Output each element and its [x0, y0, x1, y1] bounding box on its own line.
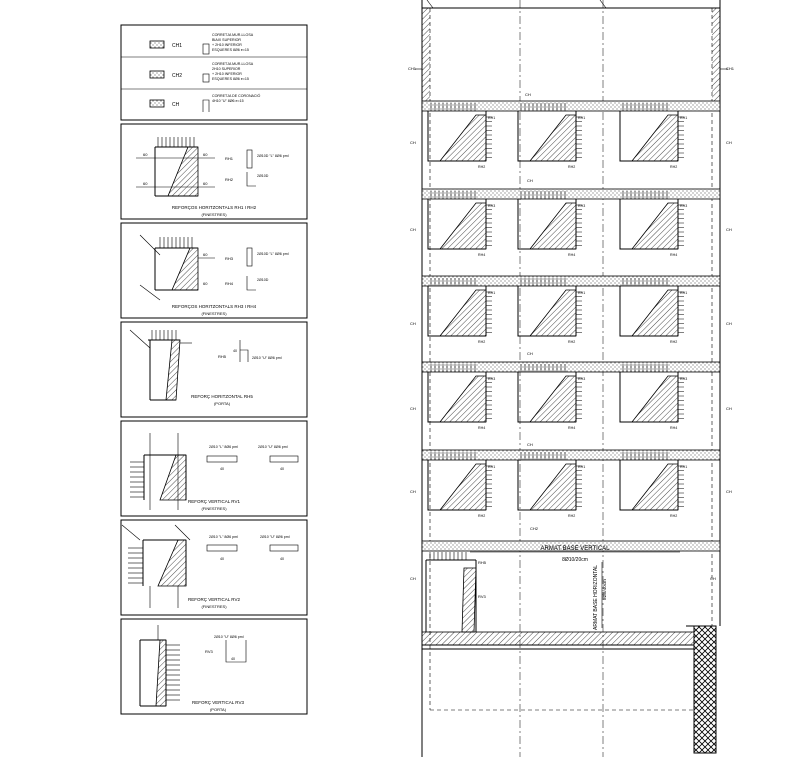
tag-ch1-left: CH1 [408, 66, 417, 71]
bar-rv1-b: 2Ø10 "U" 8Ø6 pml [258, 445, 288, 449]
subtitle-rv2: (FINESTRES) [201, 604, 227, 609]
tag-r4c1-rh-top: RH1 [578, 465, 586, 469]
dim-rh34-a: 60 [203, 252, 208, 257]
tag-ch-mid3: CH [527, 351, 533, 356]
tag-ch-l1: CH [410, 140, 416, 145]
legend-ch-line2: 4H10 "U" 8Ø6 e=15 [212, 99, 244, 103]
bar-rh4: 2Ø10D [257, 278, 269, 282]
wall-elevation [408, 0, 735, 757]
bar-rv3: 2Ø10 "U" 8Ø6 pml [214, 635, 244, 639]
subtitle-rh34: (FINESTRES) [201, 311, 227, 316]
title-rv3: REFORÇ VERTICAL RV3 [192, 700, 244, 705]
tag-r0c2-rh-bottom: RH2 [670, 165, 678, 169]
title-rv2: REFORÇ VERTICAL RV2 [188, 597, 240, 602]
dim-rh12-a: 60 [143, 152, 148, 157]
window-r2c1-reinforcement [530, 290, 576, 336]
detail-rh3-rh4 [121, 223, 307, 318]
dim-rv1-a: 40 [220, 467, 224, 471]
window-r0c2-reinforcement [632, 115, 678, 161]
label-rh2: RH2 [225, 177, 234, 182]
label-rh4: RH4 [225, 281, 234, 286]
legend-ch1-line2: BIAIX SUPERIOR [212, 38, 241, 42]
title-rv1: REFORÇ VERTICAL RV1 [188, 499, 240, 504]
tag-r4c0-rh-bottom: RH2 [478, 514, 486, 518]
subtitle-rv1: (FINESTRES) [201, 506, 227, 511]
bar-rh1: 2Ø10D "L" 8Ø6 pml [257, 154, 289, 158]
dim-rh12-d: 60 [203, 181, 208, 186]
base-horizontal-spec: 8Ø8/40cm [602, 579, 607, 600]
bar-rv2-a: 2Ø10 "L" 8Ø6 pml [209, 535, 238, 539]
legend-ch1-line4: ESQUERES 8Ø6 e=15 [212, 48, 249, 52]
window-r2c0-reinforcement [440, 290, 486, 336]
dim-rh12-b: 60 [143, 181, 148, 186]
label-rh5: RH5 [218, 354, 227, 359]
legend-panel [121, 25, 307, 120]
ch2-swatch [150, 71, 164, 78]
label-rh3: RH3 [225, 256, 234, 261]
window-r3c2-reinforcement [632, 376, 678, 422]
tag-r2c2-rh-top: RH1 [680, 291, 688, 295]
tag-ch-l2: CH [410, 227, 416, 232]
window-r4c0-reinforcement [440, 464, 486, 510]
base-vertical-spec: 8Ø10/20cm [562, 557, 588, 563]
tag-r1c1-rh-top: RH3 [578, 204, 586, 208]
dim-rv3: 40 [231, 657, 235, 661]
tag-r3c0-rh-top: RH3 [488, 377, 496, 381]
legend-ch2-line3: + 2H10 INFERIOR [212, 72, 242, 76]
legend-code-ch1: CH1 [172, 43, 183, 49]
tag-r2c1-rh-top: RH1 [578, 291, 586, 295]
tag-r3c1-rh-bottom: RH4 [568, 426, 576, 430]
tag-rv3-elev: RV3 [478, 594, 486, 599]
window-r0c0-reinforcement [440, 115, 486, 161]
dim-rv1-b: 40 [280, 467, 284, 471]
legend-ch2-line1: CORRETJA MUR-LLOSA [212, 62, 254, 66]
tag-rh5-elev: RH5 [478, 560, 487, 565]
tag-r0c1-rh-top: RH1 [578, 116, 586, 120]
bar-rh3: 2Ø10D "L" 8Ø6 pml [257, 252, 289, 256]
tag-r1c2-rh-bottom: RH4 [670, 253, 678, 257]
tag-ch-r3: CH [726, 321, 732, 326]
window-r1c0-reinforcement [440, 203, 486, 249]
subtitle-rh5: (PORTA) [213, 401, 231, 406]
tag-r1c0-rh-top: RH3 [488, 204, 496, 208]
dim-rh34-b: 60 [203, 281, 208, 286]
detail-rv2 [121, 520, 307, 615]
legend-ch1-line3: + 2H10 INFERIOR [212, 43, 242, 47]
detail-rv1 [121, 421, 307, 516]
dim-rv2-b: 40 [280, 557, 284, 561]
tag-r3c1-rh-top: RH3 [578, 377, 586, 381]
tag-r4c2-rh-top: RH1 [680, 465, 688, 469]
window-r3c1-reinforcement [530, 376, 576, 422]
tag-ch-mid4: CH [527, 442, 533, 447]
legend-ch2-line2: 2H10 SUPERIOR [212, 67, 241, 71]
dim-rv2-a: 40 [220, 557, 224, 561]
tag-r4c2-rh-bottom: RH2 [670, 514, 678, 518]
tag-ch-mid1: CH [525, 92, 531, 97]
tag-ch-l3: CH [410, 321, 416, 326]
tag-r3c2-rh-bottom: RH4 [670, 426, 678, 430]
tag-ch1-right: CH1 [726, 66, 735, 71]
tag-r1c0-rh-bottom: RH4 [478, 253, 486, 257]
bar-rh2: 2Ø10D [257, 174, 269, 178]
legend-code-ch: CH [172, 102, 180, 108]
tag-r0c2-rh-top: RH1 [680, 116, 688, 120]
tag-ch-l4: CH [410, 406, 416, 411]
title-rh12: REFORÇOS HORITZONTALS RH1 I RH2 [171, 205, 257, 210]
window-r3c0-reinforcement [440, 376, 486, 422]
detail-rv3 [121, 619, 307, 714]
detail-rh5 [121, 322, 307, 417]
base-vertical-title: ARMAT BASE VERTICAL [540, 546, 610, 552]
subtitle-rh12: (FINESTRES) [201, 212, 227, 217]
bar-rh5: 2Ø10 "U" 8Ø6 pml [252, 356, 282, 360]
dim-rh12-c: 60 [203, 152, 208, 157]
window-r1c2-reinforcement [632, 203, 678, 249]
title-rh5: REFORÇ HORITZONTAL RH5 [191, 394, 253, 399]
ch1-swatch [150, 41, 164, 48]
tag-r2c0-rh-top: RH1 [488, 291, 496, 295]
tag-r3c2-rh-top: RH3 [680, 377, 688, 381]
window-r1c1-reinforcement [530, 203, 576, 249]
label-rh1: RH1 [225, 156, 234, 161]
base-horizontal-title: ARMAT BASE HORIZONTAL [593, 564, 599, 630]
tag-r3c0-rh-bottom: RH4 [478, 426, 486, 430]
window-r2c2-reinforcement [632, 290, 678, 336]
tag-r2c1-rh-bottom: RH2 [568, 340, 576, 344]
window-r4c1-reinforcement [530, 464, 576, 510]
tag-ch-r6: CH [710, 576, 716, 581]
label-rv3: RV3 [205, 649, 213, 654]
bar-rv1-a: 2Ø10 "L" 8Ø6 pml [209, 445, 238, 449]
window-r4c2-reinforcement [632, 464, 678, 510]
tag-r4c0-rh-top: RH1 [488, 465, 496, 469]
legend-ch2-line4: ESQUERES 8Ø6 e=15 [212, 77, 249, 81]
tag-r2c2-rh-bottom: RH2 [670, 340, 678, 344]
tag-r1c1-rh-bottom: RH4 [568, 253, 576, 257]
tag-ch-r2: CH [726, 227, 732, 232]
dim-rh5: 40 [233, 349, 237, 353]
detail-rh1-rh2 [121, 124, 307, 219]
foundation-column [694, 626, 716, 753]
tag-r1c2-rh-top: RH3 [680, 204, 688, 208]
legend-ch1-line1: CORRETJA MUR-LLOSA [212, 33, 254, 37]
tag-ch2-mid: CH2 [530, 526, 539, 531]
title-rh34: REFORÇOS HORITZONTALS RH3 I RH4 [171, 304, 257, 309]
tag-ch-r5: CH [726, 489, 732, 494]
tag-ch-l5: CH [410, 489, 416, 494]
tag-ch-r4: CH [726, 406, 732, 411]
tag-r4c1-rh-bottom: RH2 [568, 514, 576, 518]
tag-r0c0-rh-bottom: RH2 [478, 165, 486, 169]
bar-rv2-b: 2Ø10 "U" 8Ø6 pml [260, 535, 290, 539]
legend-code-ch2: CH2 [172, 73, 183, 79]
ch-swatch [150, 100, 164, 107]
tag-r0c1-rh-bottom: RH2 [568, 165, 576, 169]
window-r0c1-reinforcement [530, 115, 576, 161]
tag-ch-mid2: CH [527, 178, 533, 183]
tag-r2c0-rh-bottom: RH2 [478, 340, 486, 344]
tag-r0c0-rh-top: RH1 [488, 116, 496, 120]
tag-ch-l6: CH [410, 576, 416, 581]
subtitle-rv3: (PORTA) [209, 707, 227, 712]
tag-ch-r1: CH [726, 140, 732, 145]
legend-ch-line1: CORRETJA DE CORONACIÓ [212, 94, 261, 98]
